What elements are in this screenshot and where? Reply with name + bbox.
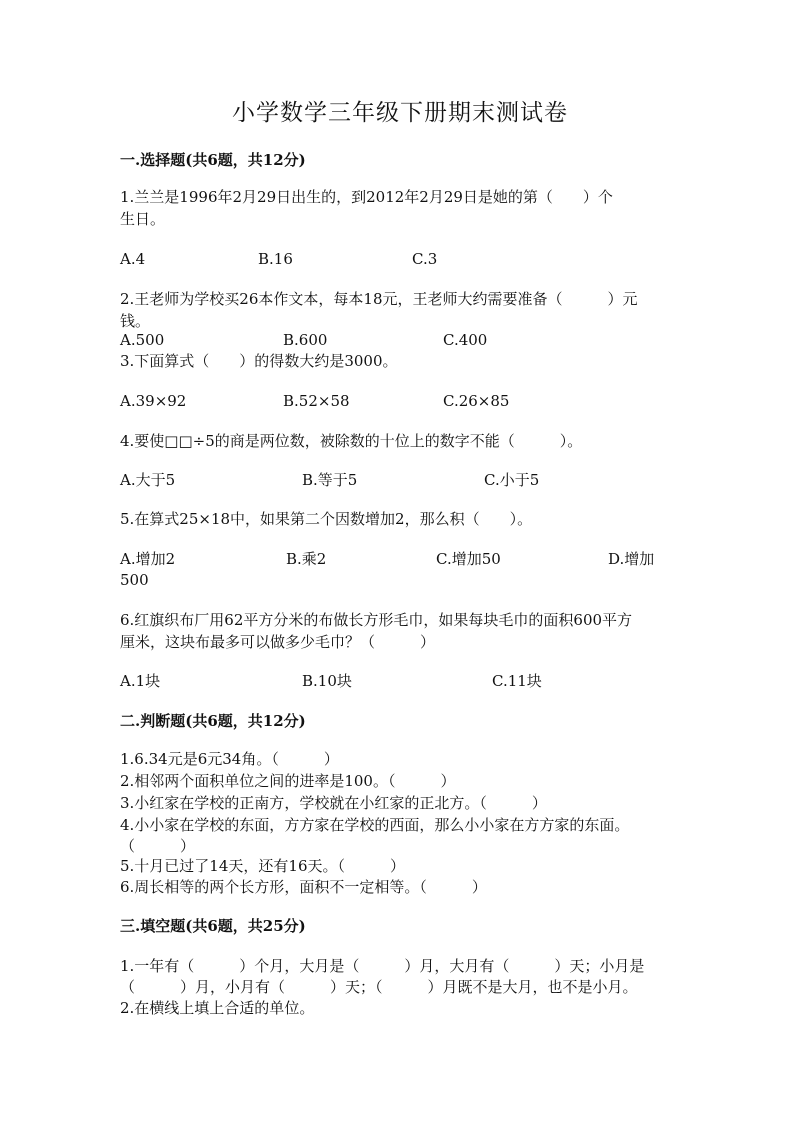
section-heading-choice: 一.选择题(共6题，共12分) (120, 151, 306, 169)
question-4-option-a: A.大于5 (120, 471, 176, 489)
question-5-option-a: A.增加2 (120, 550, 176, 568)
question-2-text-cont: 钱。 (120, 312, 151, 330)
question-6-text-cont: 厘米，这块布最多可以做多少毛巾？（ ） (120, 633, 436, 651)
judgment-item-4: 4.小小家在学校的东面，方方家在学校的西面，那么小小家在方方家的东面。 (120, 816, 630, 834)
question-6-option-a: A.1块 (120, 672, 161, 690)
judgment-item-3: 3.小红家在学校的正南方，学校就在小红家的正北方。（ ） (120, 794, 547, 812)
question-1-text: 1.兰兰是1996年2月29日出生的，到2012年2月29日是她的第（ ）个 (120, 188, 613, 206)
question-1-option-a: A.4 (120, 250, 146, 268)
fill-item-1: 1.一年有（ ）个月，大月是（ ）月，大月有（ ）天；小月是 (120, 957, 645, 975)
fill-item-1-cont: （ ）月，小月有（ ）天；（ ）月既不是大月，也不是小月。 (120, 978, 638, 996)
question-3-text: 3.下面算式（ ）的得数大约是3000。 (120, 352, 398, 370)
question-5-option-b: B.乘2 (286, 550, 327, 568)
judgment-item-6: 6.周长相等的两个长方形，面积不一定相等。（ ） (120, 878, 487, 896)
judgment-item-5: 5.十月已过了14天，还有16天。（ ） (120, 857, 405, 875)
question-6-option-b: B.10块 (302, 672, 352, 690)
question-4-option-b: B.等于5 (302, 471, 358, 489)
question-5-text: 5.在算式25×18中，如果第二个因数增加2，那么积（ ）。 (120, 510, 533, 528)
page-title: 小学数学三年级下册期末测试卷 (232, 100, 568, 126)
fill-item-2: 2.在横线上填上合适的单位。 (120, 999, 315, 1017)
section-heading-judgment: 二.判断题(共6题，共12分) (120, 712, 306, 730)
question-2-option-b: B.600 (283, 331, 328, 349)
question-4-text: 4.要使□□÷5的商是两位数，被除数的十位上的数字不能（ ）。 (120, 432, 583, 450)
question-1-option-b: B.16 (258, 250, 293, 268)
question-2-option-a: A.500 (120, 331, 165, 349)
judgment-item-4-cont: （ ） (120, 837, 196, 855)
question-3-option-b: B.52×58 (283, 392, 350, 410)
question-2-option-c: C.400 (443, 331, 488, 349)
question-4-option-c: C.小于5 (484, 471, 540, 489)
question-1-option-c: C.3 (412, 250, 438, 268)
question-3-option-c: C.26×85 (443, 392, 510, 410)
question-5-option-d: D.增加 (608, 550, 655, 568)
judgment-item-1: 1.6.34元是6元34角。（ ） (120, 750, 339, 768)
question-6-option-c: C.11块 (492, 672, 542, 690)
question-6-text: 6.红旗织布厂用62平方分米的布做长方形毛巾，如果每块毛巾的面积600平方 (120, 611, 633, 629)
question-2-text: 2.王老师为学校买26本作文本，每本18元，王老师大约需要准备（ ）元 (120, 290, 638, 308)
question-5-option-d-cont: 500 (120, 571, 149, 589)
question-5-option-c: C.增加50 (436, 550, 501, 568)
question-3-option-a: A.39×92 (120, 392, 187, 410)
question-1-text-cont: 生日。 (120, 210, 166, 228)
section-heading-fill-blank: 三.填空题(共6题，共25分) (120, 917, 306, 935)
judgment-item-2: 2.相邻两个面积单位之间的进率是100。（ ） (120, 772, 456, 790)
